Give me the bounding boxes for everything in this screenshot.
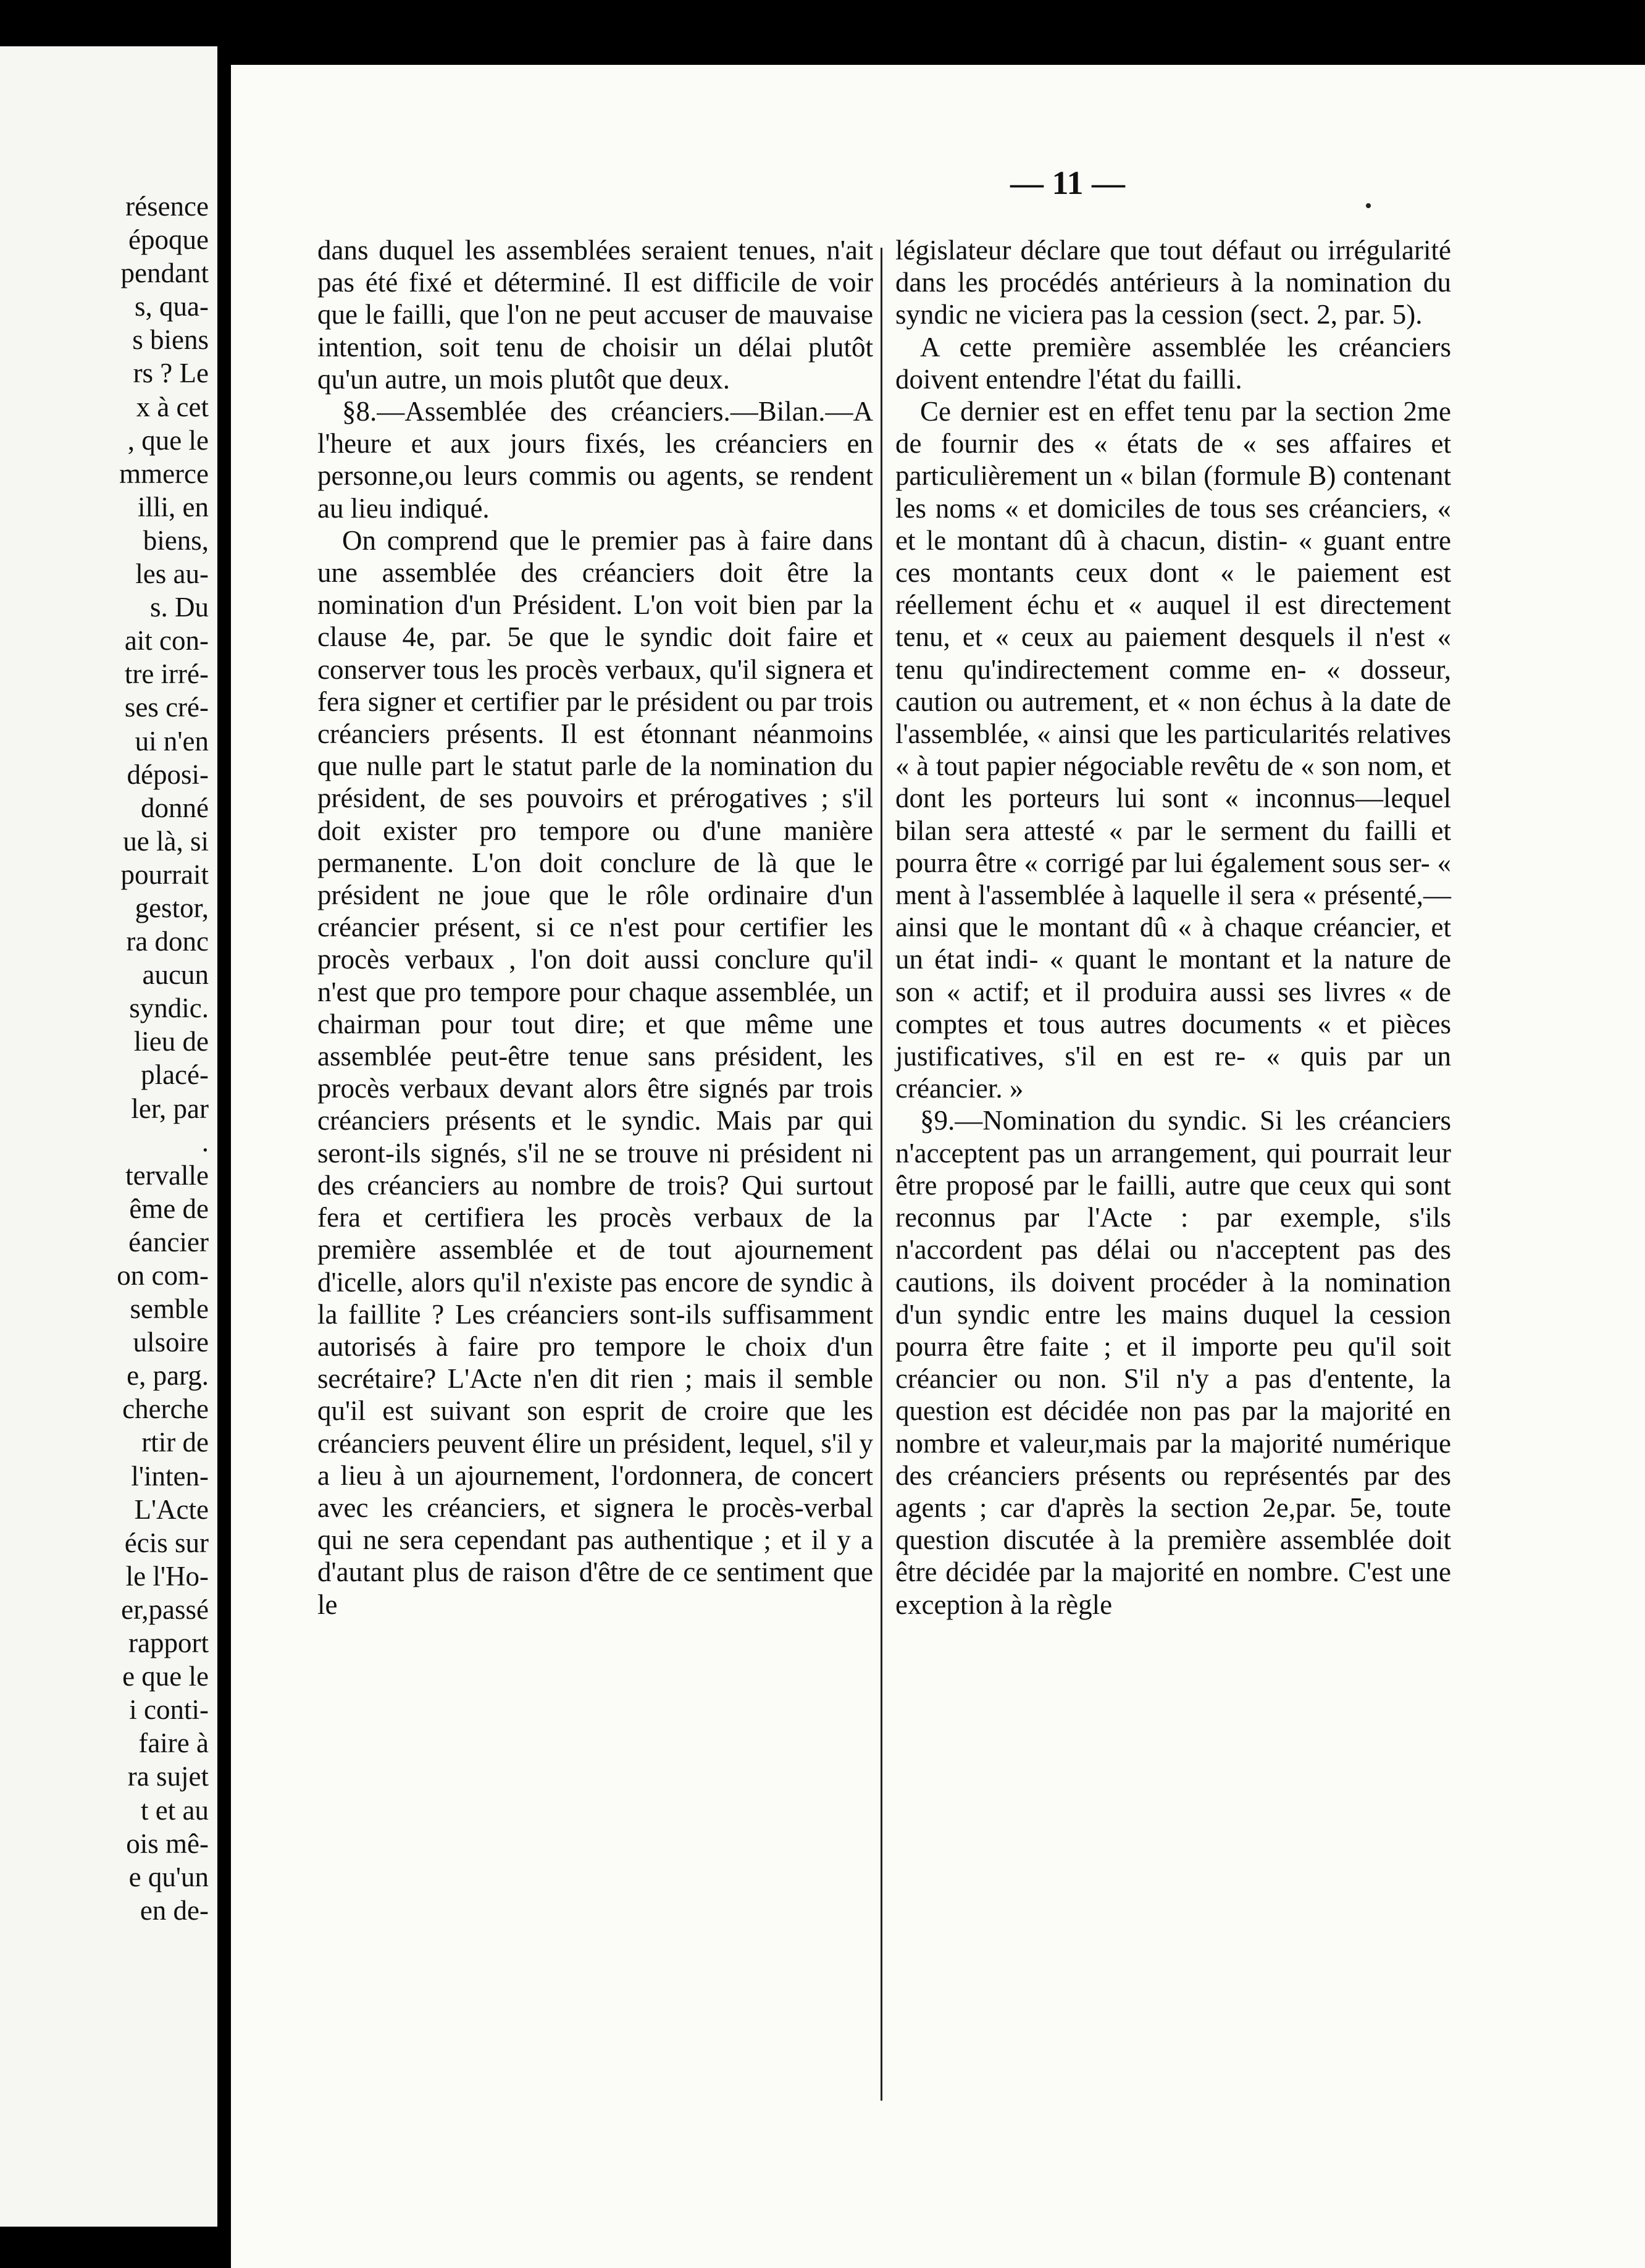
facing-page-line: faire à	[138, 1728, 209, 1759]
facing-page-line: rs ? Le	[133, 358, 209, 389]
facing-page-line: tre irré-	[124, 658, 209, 690]
facing-page-line: éancier	[128, 1226, 209, 1258]
paragraph: législateur déclare que tout défaut ou irrégularité dans les procédés antérieurs à la nomination du syndic ne viciera pas la cession (sect. 2, par. 5).	[895, 235, 1451, 330]
facing-page-line: rapport	[128, 1628, 209, 1659]
facing-page-line: l'inten-	[131, 1460, 209, 1492]
facing-page-line: ui n'en	[135, 725, 209, 757]
facing-page-line: L'Acte	[134, 1493, 209, 1525]
facing-page-line: mmerce	[119, 458, 209, 489]
facing-page-line: i conti-	[129, 1694, 209, 1726]
facing-page-line: e, parg.	[127, 1360, 209, 1392]
paragraph: §8.—Assemblée des créanciers.—Bilan.—A l'heure et aux jours fixés, les créanciers en personne,ou leurs commis ou agents, se rendent au lieu indiqué.	[317, 396, 873, 524]
facing-page-line: s biens	[132, 324, 209, 356]
facing-page-line: ler, par	[131, 1093, 209, 1124]
facing-page-text	[117, 190, 209, 1927]
facing-page-line: x à cet	[136, 391, 209, 422]
facing-page-line: ue là, si	[123, 825, 209, 857]
page-number: — 11 —	[1010, 164, 1126, 201]
facing-page-line: gestor,	[135, 892, 209, 923]
facing-page-line: les au-	[135, 558, 209, 590]
facing-page-line: , que le	[127, 424, 209, 456]
paragraph: Ce dernier est en effet tenu par la section 2me de fournir des « états de « ses affaires et particulièrement un « bilan (formule B) contenant les noms « et domiciles de tous ses créanciers, « et le montant dû à chacun, distin- « guant entre ces montants ceux dont « le paiement est réellement échu et « auquel il est directement tenu, et « ceux au paiement desquels il n'est « tenu qu'indirectement comme en- « dosseur, caution ou autrement, et « non échus à la date de l'assemblée, « ainsi que les particularités relatives « à tout papier négociable revêtu de « son nom, et dont les porteurs lui sont « inconnus—lequel bilan sera attesté « par le serment du failli et pourra être « corrigé par lui également sous ser- « ment à l'assemblée à laquelle il sera « présenté,—ainsi que le montant dû « à chaque créancier, et un état indi- « quant le montant et la nature de son « actif; et il produira aussi ses livres « de comptes et tous autres documents « et pièces justificatives, s'il en est re- « quis par un créancier. »	[895, 396, 1451, 1104]
facing-page-line: donné	[141, 792, 209, 823]
facing-page-line: ra donc	[126, 926, 209, 957]
facing-page-line: e que le	[122, 1661, 209, 1692]
facing-page-line: t et au	[141, 1794, 209, 1826]
text-column-right	[895, 234, 1451, 1621]
facing-page-line: biens,	[143, 524, 209, 556]
facing-page-line: pourrait	[120, 859, 209, 890]
paragraph: A cette première assemblée les créanciers doivent entendre l'état du failli.	[895, 331, 1451, 395]
facing-page-line: rtir de	[141, 1427, 209, 1458]
facing-page-line: ois mê-	[126, 1828, 209, 1859]
facing-page-line: écis sur	[124, 1527, 209, 1558]
paragraph: On comprend que le premier pas à faire dans une assemblée des créanciers doit être la nomination d'un Président. L'on voit bien par la clause 4e, par. 5e que le syndic doit faire et conserver tous les procès verbaux, qu'il signera et fera signer et certifier par le président ou par trois créanciers présents. Il est étonnant néanmoins que nulle part le statut parle de la nomination du président, de ses pouvoirs et prérogatives ; s'il doit exister pro tempore ou d'une manière permanente. L'on doit conclure de là que le président ne joue que le rôle ordinaire d'un créancier présent, si ce n'est pour certifier les procès verbaux , l'on doit aussi conclure qu'il n'est que pro tempore pour chaque assemblée, un chairman pour tout dire; et que même une assemblée peut-être tenue sans président, les procès verbaux devant alors être signés par trois créanciers présents et le syndic. Mais par qui seront-ils signés, s'il ne se trouve ni président ni des créanciers au nombre de trois? Qui surtout fera et certifiera les procès verbaux de la première assemblée et de tout ajournement d'icelle, alors qu'il n'existe pas encore de syndic à la faillite ? Les créanciers sont-ils suffisamment autorisés à faire pro tempore le choix d'un secrétaire? L'Acte n'en dit rien ; mais il semble qu'il est suivant son esprit de croire que les créanciers peuvent élire un président, lequel, s'il y a lieu à un ajournement, l'ordonnera, de concert avec les créanciers, et signera le procès-verbal qui ne sera cependant pas authentique ; et il y a d'autant plus de raison d'être de ce sentiment que le	[317, 524, 873, 1620]
facing-page-line: ait con-	[124, 625, 209, 657]
ink-speck	[1366, 203, 1371, 208]
facing-page-line: en de-	[140, 1894, 209, 1926]
facing-page-line: on com-	[117, 1260, 209, 1291]
facing-page-line: er,passé	[121, 1594, 209, 1625]
facing-page-line: ses cré-	[124, 692, 209, 723]
facing-page-line: le l'Ho-	[125, 1560, 209, 1592]
facing-page-line: .	[201, 1126, 209, 1157]
facing-page-line: e qu'un	[128, 1861, 209, 1892]
facing-page-line: pendant	[120, 258, 209, 289]
facing-page-line: aucun	[142, 959, 209, 991]
facing-page-line: ulsoire	[133, 1327, 209, 1358]
facing-page-line: syndic.	[129, 993, 209, 1024]
column-divider	[881, 248, 882, 2101]
facing-page-line: époque	[128, 224, 209, 256]
facing-page-line: tervalle	[125, 1159, 209, 1191]
facing-page-line: ême de	[129, 1193, 209, 1224]
facing-page-fragment	[0, 46, 217, 2227]
text-column-left	[317, 234, 873, 1621]
facing-page-line: s, qua-	[135, 291, 209, 322]
facing-page-line: déposi-	[127, 758, 209, 790]
facing-page-line: ra sujet	[127, 1761, 209, 1792]
page	[231, 65, 1645, 2268]
facing-page-line: résence	[125, 191, 209, 222]
book-gutter	[217, 0, 231, 2268]
facing-page-line: semble	[130, 1293, 209, 1325]
paragraph: dans duquel les assemblées seraient tenues, n'ait pas été fixé et déterminé. Il est difficile de voir que le failli, que l'on ne peut accuser de mauvaise intention, soit tenu de choisir un délai plutôt qu'un autre, un mois plutôt que deux.	[317, 235, 873, 395]
facing-page-line: lieu de	[133, 1026, 209, 1057]
facing-page-line: cherche	[122, 1393, 209, 1425]
paragraph: §9.—Nomination du syndic. Si les créanciers n'acceptent pas un arrangement, qui pourrait leur être proposé par le failli, autre que ceux qui sont reconnus par l'Acte : par exemple, s'ils n'accordent pas délai ou n'acceptent pas des cautions, ils doivent procéder à la nomination d'un syndic entre les mains duquel la cession pourra être faite ; et il importe peu qu'il soit créancier ou non. S'il n'y a pas d'entente, la question est décidée non pas par la majorité en nombre et valeur,mais par la majorité numérique des créanciers présents ou représentés par des agents ; car d'après la section 2e,par. 5e, toute question discutée à la première assemblée doit être décidée par la majorité en nombre. C'est une exception à la règle	[895, 1105, 1451, 1620]
facing-page-line: s. Du	[149, 592, 209, 623]
facing-page-line: illi, en	[138, 491, 209, 523]
facing-page-line: placé-	[141, 1059, 209, 1091]
